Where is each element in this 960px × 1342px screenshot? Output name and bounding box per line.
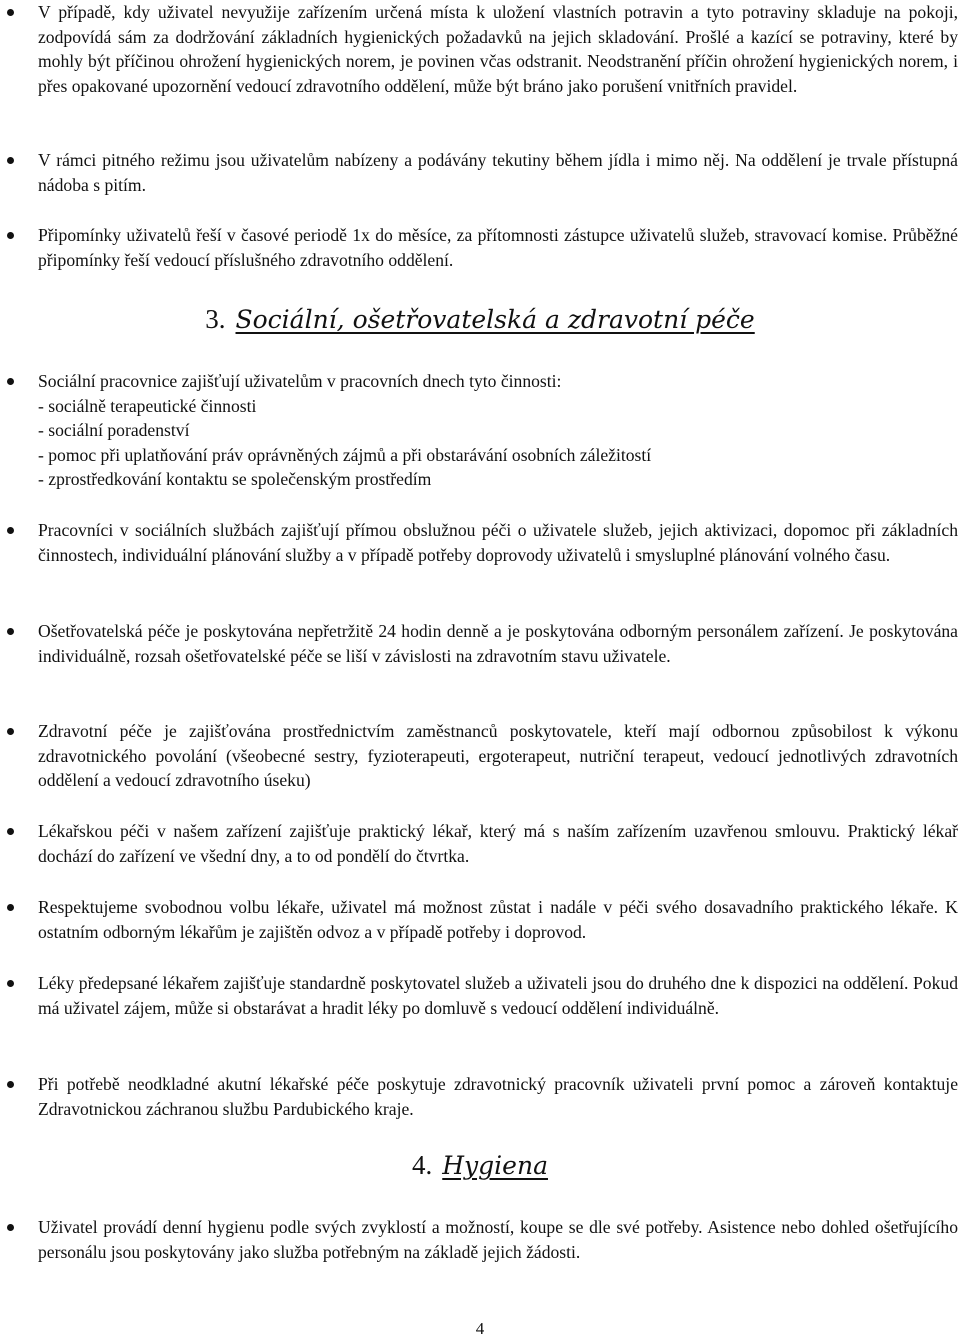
paragraph-social-workers: [38, 518, 958, 567]
paragraph-food-storage: [38, 0, 958, 98]
section-number: 3.: [205, 304, 226, 334]
paragraph-nursing-care: [38, 619, 958, 668]
paragraph-medicines: [38, 971, 958, 1020]
paragraph-text: Zdravotní péče je zajišťována prostřednictvím zaměstnanců poskytovatele, kteří mají odbornou způsobilost k výkonu zdravotnického povolání (všeobecné sestry, fyzioterapeuti, ergoterapeut, nutriční terapeut, vedoucí jednotlivých zdravotních oddělení a vedoucí zdravotního úseku): [38, 721, 958, 790]
paragraph-text: Pracovníci v sociálních službách zajišťují přímou obslužnou péči o uživatele služeb, jejich aktivizaci, dopomoc při základních činnostech, individuální plánování služby a v případě potřeby doprovody uživatelů i smysluplné plánování volného času.: [38, 520, 958, 565]
section-title: Sociální, ošetřovatelská a zdravotní péče: [235, 305, 755, 334]
bullet-icon: [7, 628, 14, 635]
paragraph-text: Léky předepsané lékařem zajišťuje standardně poskytovatel služeb a uživateli jsou do druhého dne k dispozici na oddělení. Pokud má uživatel zájem, může si obstarávat a hradit léky po domluvě s vedoucí oddělení individuálně.: [38, 973, 958, 1018]
bullet-icon: [7, 9, 14, 16]
paragraph-text: V případě, kdy uživatel nevyužije zařízením určená místa k uložení vlastních potravin a tyto potraviny skladuje na pokoji, zodpovídá sám za dodržování základních hygienických požadavků na jejich skladování. Prošlé a kazící se potraviny, které by mohly být příčinou ohrožení hygienických norem, je povinen včas odstranit. Neodstranění příčin ohrožení hygienických norem, i přes opakované upozornění vedoucí zdravotního oddělení, může být bráno jako porušení vnitřních pravidel.: [38, 2, 958, 96]
paragraph-text: Ošetřovatelská péče je poskytována nepřetržitě 24 hodin denně a je poskytována odborným personálem zařízení. Je poskytována individuálně, rozsah ošetřovatelské péče se liší v závislosti na zdravotním stavu uživatele.: [38, 621, 958, 666]
bullet-icon: [7, 527, 14, 534]
section-heading-4: [0, 1149, 960, 1182]
paragraph-text: Lékařskou péči v našem zařízení zajišťuje praktický lékař, který má s naším zařízením uzavřenou smlouvu. Praktický lékař dochází do zařízení ve všední dny, a to od pondělí do čtvrtka.: [38, 821, 958, 866]
list-item: - sociálně terapeutické činnosti: [38, 395, 257, 416]
bullet-icon: [7, 980, 14, 987]
list-intro: Sociální pracovnice zajišťují uživatelům v pracovních dnech tyto činnosti:: [38, 371, 562, 391]
bullet-icon: [7, 378, 14, 385]
paragraph-text: Při potřebě neodkladné akutní lékařské péče poskytuje zdravotnický pracovník uživateli první pomoc a zároveň kontaktuje Zdravotnickou záchranou službu Pardubického kraje.: [38, 1074, 958, 1119]
section-number: 4.: [412, 1150, 433, 1180]
social-services-list: [38, 369, 958, 492]
paragraph-text: Respektujeme svobodnou volbu lékaře, uživatel má možnost zůstat i nadále v péči svého dosavadního praktického lékaře. K ostatním odborným lékařům je zajištěn odvoz a v případě potřeby i doprovod.: [38, 897, 958, 942]
bullet-icon: [7, 728, 14, 735]
paragraph-emergency-care: [38, 1072, 958, 1121]
paragraph-text: V rámci pitného režimu jsou uživatelům nabízeny a podávány tekutiny během jídla i mimo něj. Na oddělení je trvale přístupná nádoba s pitím.: [38, 150, 958, 195]
bullet-icon: [7, 828, 14, 835]
bullet-icon: [7, 1224, 14, 1231]
list-item: - sociální poradenství: [38, 420, 190, 440]
list-item: - zprostředkování kontaktu se společenským prostředím: [38, 469, 432, 489]
paragraph-drinking-regime: [38, 148, 958, 197]
bullet-icon: [7, 157, 14, 164]
page-number: 4: [475, 1319, 485, 1338]
paragraph-free-choice-doctor: [38, 895, 958, 944]
paragraph-text: Připomínky uživatelů řeší v časové periodě 1x do měsíce, za přítomnosti zástupce uživatelů služeb, stravovací komise. Průběžné připomínky řeší vedoucí příslušného zdravotního oddělení.: [38, 225, 958, 270]
section-title: Hygiena: [442, 1151, 548, 1180]
section-heading-3: [0, 303, 960, 336]
bullet-icon: [7, 1081, 14, 1088]
paragraph-medical-doctor: [38, 819, 958, 868]
bullet-icon: [7, 232, 14, 239]
paragraph-text: Uživatel provádí denní hygienu podle svých zvyklostí a možností, koupe se dle své potřeby. Asistence nebo dohled ošetřujícího personálu jsou poskytovány jako služba potřebným na základě jejich žádosti.: [38, 1217, 958, 1262]
paragraph-user-comments: [38, 223, 958, 272]
bullet-icon: [7, 904, 14, 911]
list-item: - pomoc při uplatňování práv oprávněných zájmů a při obstarávání osobních záležitostí: [38, 444, 652, 465]
paragraph-hygiene: [38, 1215, 958, 1264]
paragraph-health-care: [38, 719, 958, 793]
